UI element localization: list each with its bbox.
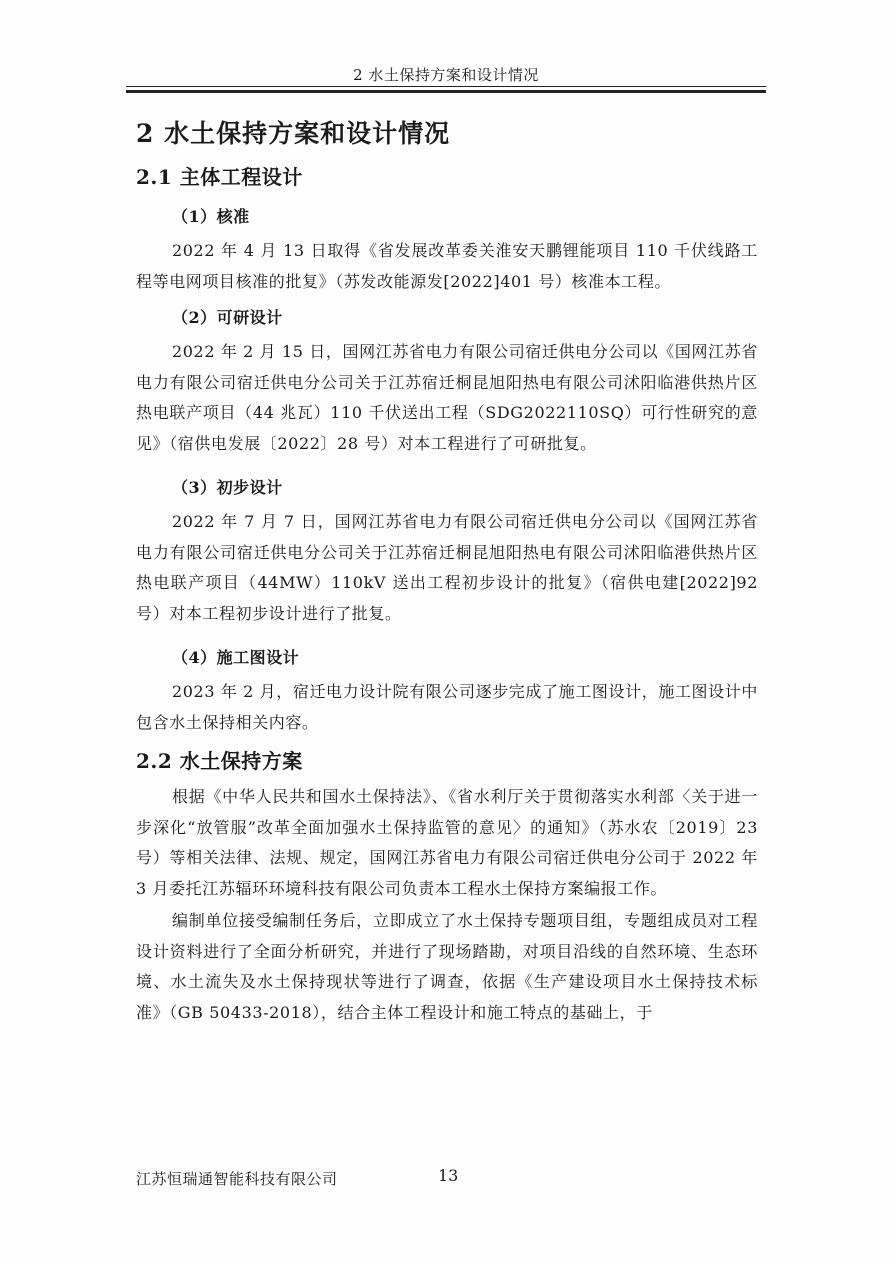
subsection-approval-heading: （1）核准 <box>172 207 250 226</box>
header-rule-thick <box>126 90 766 93</box>
running-header: 2 水土保持方案和设计情况 <box>353 66 539 84</box>
page-body <box>136 112 758 1030</box>
subsection-construction-heading: （4）施工图设计 <box>172 648 300 667</box>
subsection-construction-text: 2023 年 2 月，宿迁电力设计院有限公司逐步完成了施工图设计，施工图设计中包含水土保持相关内容。 <box>136 682 758 732</box>
section-2-1-title: 2.1 主体工程设计 <box>136 165 303 189</box>
section-2-2-paragraph: 根据《中华人民共和国水土保持法》、《省水利厅关于贯彻落实水利部〈关于进一步深化“放管服”改革全面加强水土保持监管的意见〉的通知》（苏水农〔2019〕23 号）等相关法律、法规、规定，国网江苏省电力有限公司宿迁供电分公司于 2022 年 3 月委托江苏辐环环境科技有限公司负责本工程水土保持方案编报工作。 <box>136 787 758 898</box>
chapter-title: 2 水土保持方案和设计情况 <box>136 119 451 148</box>
subsection-preliminary-text: 2022 年 7 月 7 日，国网江苏省电力有限公司宿迁供电分公司以《国网江苏省电力有限公司宿迁供电分公司关于江苏宿迁桐昆旭阳热电有限公司沭阳临港供热片区热电联产项目（44MW）110kV 送出工程初步设计的批复》（宿供电建[2022]92 号）对本工程初步设计进行了批复。 <box>136 512 758 623</box>
footer-company: 江苏恒瑞通智能科技有限公司 <box>136 1170 338 1188</box>
subsection-preliminary-heading: （3）初步设计 <box>172 478 283 497</box>
header-rule-thin <box>126 86 766 87</box>
section-2-2-paragraph: 编制单位接受编制任务后，立即成立了水土保持专题项目组，专题组成员对工程设计资料进行了全面分析研究，并进行了现场踏勘，对项目沿线的自然环境、生态环境、水土流失及水土保持现状等进行了调查，依据《生产建设项目水土保持技术标准》（GB 50433-2018），结合主体工程设计和施工特点的基础上，于 <box>136 911 758 1022</box>
subsection-feasibility-heading: （2）可研设计 <box>172 308 283 327</box>
page-number: 13 <box>438 1166 459 1185</box>
subsection-approval-text: 2022 年 4 月 13 日取得《省发展改革委关淮安天鹏锂能项目 110 千伏线路工程等电网项目核准的批复》（苏发改能源发[2022]401 号）核准本工程。 <box>136 241 758 291</box>
section-2-2-title: 2.2 水土保持方案 <box>136 749 303 773</box>
subsection-feasibility-text: 2022 年 2 月 15 日，国网江苏省电力有限公司宿迁供电分公司以《国网江苏省电力有限公司宿迁供电分公司关于江苏宿迁桐昆旭阳热电有限公司沭阳临港供热片区热电联产项目（44 兆瓦）110 千伏送出工程（SDG2022110SQ）可行性研究的意见》（宿供电发展〔2022〕28 号）对本工程进行了可研批复。 <box>136 342 758 453</box>
